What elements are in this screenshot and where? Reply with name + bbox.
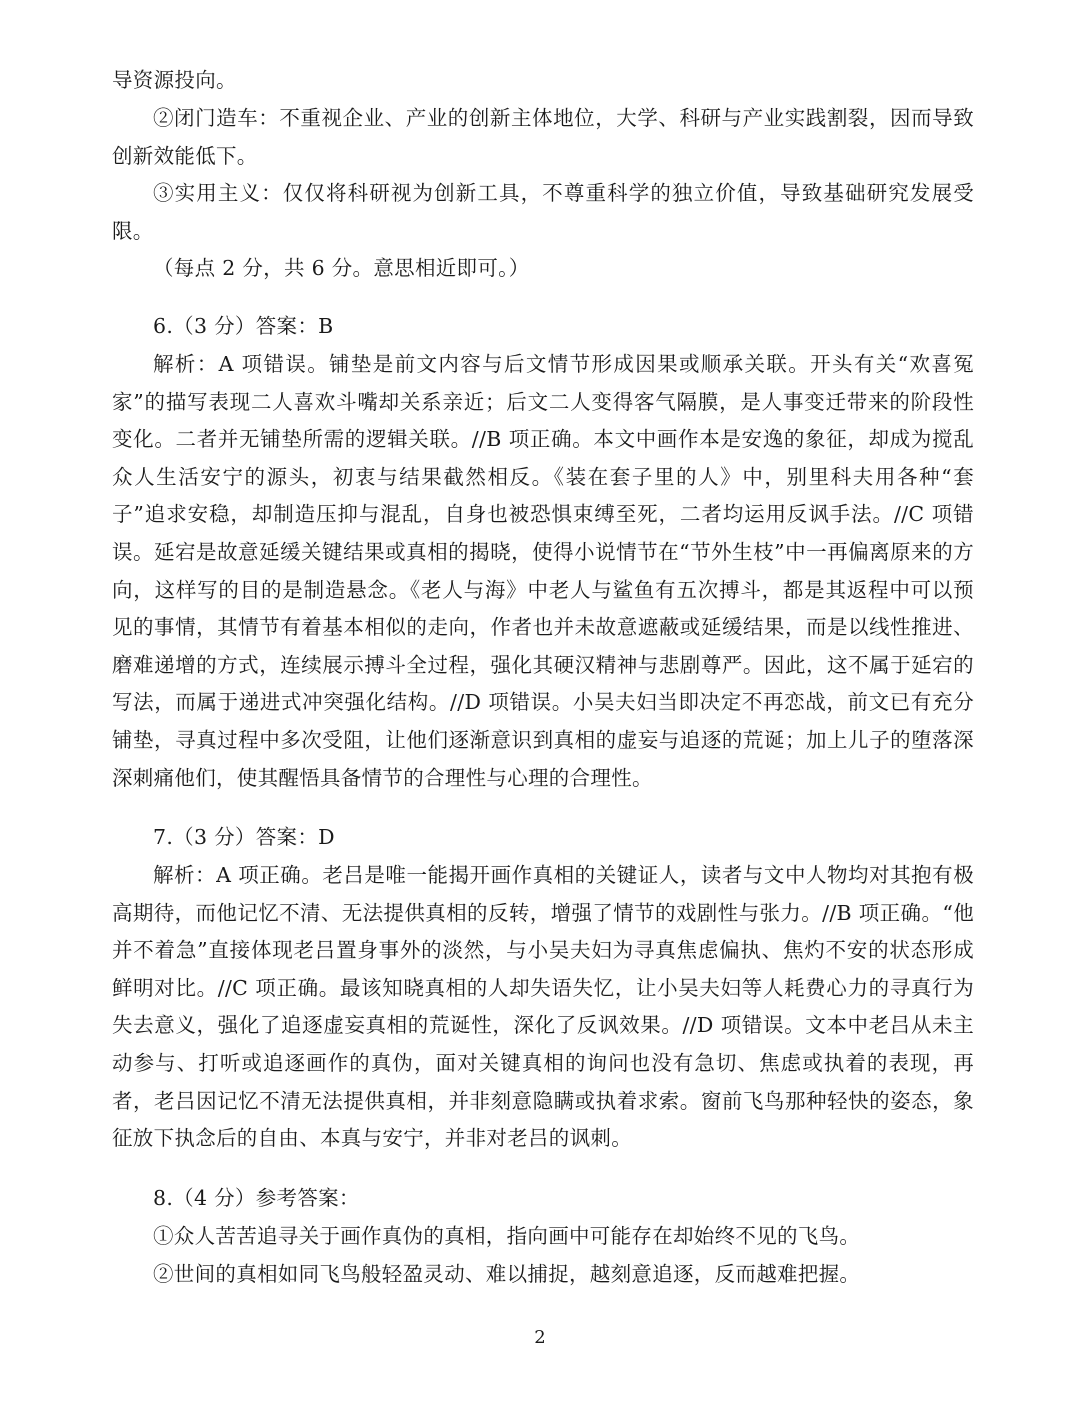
q6-analysis: 解析：A 项错误。铺垫是前文内容与后文情节形成因果或顺承关联。开头有关“欢喜冤家”的描写表现二人喜欢斗嘴却关系亲近；后文二人变得客气隔膜，是人事变迁带来的阶段性变化。二者并无铺垫所需的逻辑关联。//B 项正确。本文中画作本是安逸的象征，却成为搅乱众人生活安宁的源头，初衷与结果截然相反。《装在套子里的人》中，别里科夫用各种“套子”追求安稳，却制造压抑与混乱，自身也被恐惧束缚至死，二者均运用反讽手法。//C 项错误。延宕是故意延缓关键结果或真相的揭晓，使得小说情节在“节外生枝”中一再偏离原来的方向，这样写的目的是制造悬念。《老人与海》中老人与鲨鱼有五次搏斗，都是其返程中可以预见的事情，其情节有着基本相似的走向，作者也并未故意遮蔽或延缓结果，而是以线性推进、磨难递增的方式，连续展示搏斗全过程，强化其硬汉精神与悲剧尊严。因此，这不属于延宕的写法，而属于递进式冲突强化结构。//D 项错误。小吴夫妇当即决定不再恋战，前文已有充分铺垫，寻真过程中多次受阻，让他们逐渐意识到真相的虚妄与追逐的荒诞；加上儿子的堕落深深刺痛他们，使其醒悟具备情节的合理性与心理的合理性。 — [112, 352, 974, 790]
answer-point-2: ②闭门造车：不重视企业、产业的创新主体地位，大学、科研与产业实践割裂，因而导致创新效能低下。 — [112, 106, 974, 168]
q7-heading: 7.（3 分）答案：D — [153, 825, 335, 849]
answer-point-3: ③实用主义：仅仅将科研视为创新工具，不尊重科学的独立价值，导致基础研究发展受限。 — [112, 181, 974, 243]
intro-continuation: 导资源投向。 — [112, 68, 237, 92]
scoring-note: （每点 2 分，共 6 分。意思相近即可。） — [153, 256, 530, 280]
page-number: 2 — [534, 1327, 546, 1348]
q6-heading: 6.（3 分）答案：B — [153, 314, 334, 338]
q8-heading: 8.（4 分）参考答案： — [153, 1186, 360, 1210]
q7-analysis: 解析：A 项正确。老吕是唯一能揭开画作真相的关键证人，读者与文中人物均对其抱有极高期待，而他记忆不清、无法提供真相的反转，增强了情节的戏剧性与张力。//B 项正确。“他并不着急”直接体现老吕置身事外的淡然，与小吴夫妇为寻真焦虑偏执、焦灼不安的状态形成鲜明对比。//C 项正确。最该知晓真相的人却失语失忆，让小吴夫妇等人耗费心力的寻真行为失去意义，强化了追逐虚妄真相的荒诞性，深化了反讽效果。//D 项错误。文本中老吕从未主动参与、打听或追逐画作的真伪，面对关键真相的询问也没有急切、焦虑或执着的表现，再者，老吕因记忆不清无法提供真相，并非刻意隐瞒或执着求索。窗前飞鸟那种轻快的姿态，象征放下执念后的自由、本真与安宁，并非对老吕的讽刺。 — [112, 863, 974, 1151]
q8-point-2: ②世间的真相如同飞鸟般轻盈灵动、难以捕捉，越刻意追逐，反而越难把握。 — [153, 1262, 861, 1286]
q8-point-1: ①众人苦苦追寻关于画作真伪的真相，指向画中可能存在却始终不见的飞鸟。 — [153, 1224, 861, 1248]
